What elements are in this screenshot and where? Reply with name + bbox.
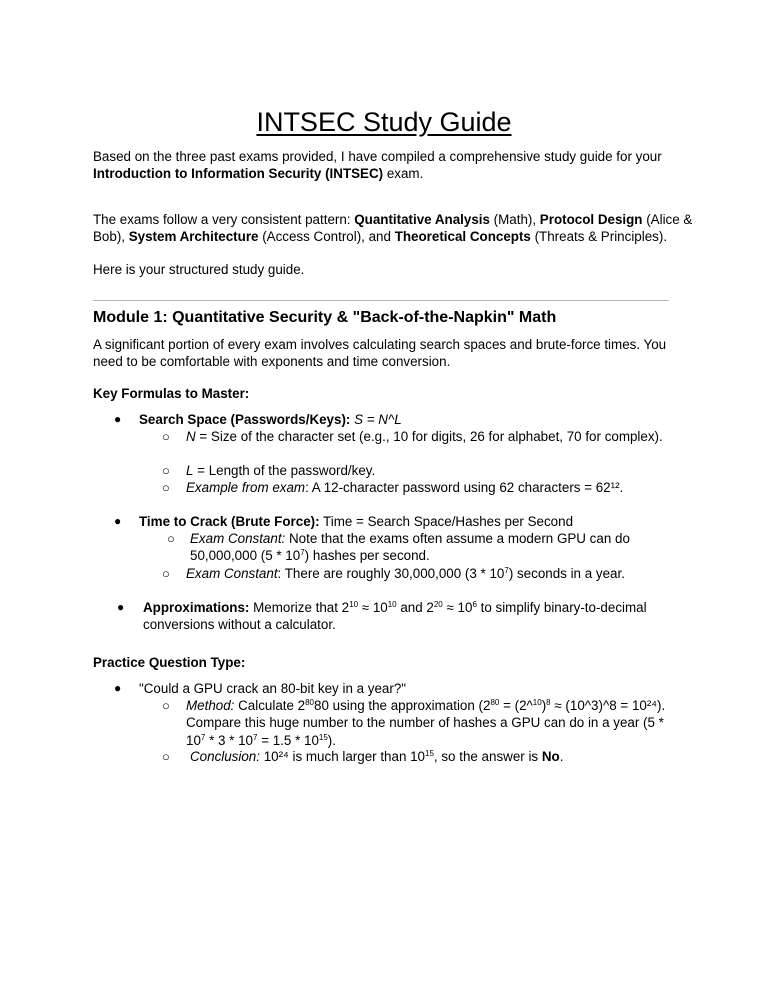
n-definition [186,428,666,445]
exponent: 15 [425,749,434,758]
text: ) [541,698,547,713]
search-space-item [139,411,679,428]
exponent: 6 [472,600,477,609]
exponent: 80 [490,698,500,707]
text: . [559,749,564,764]
practice-question: "Could a GPU crack an 80-bit key in a year?" [139,681,407,696]
italic-label: Example from exam [186,480,306,495]
l-definition [186,462,666,479]
answer: No [541,749,560,764]
text: (Access Control), and [258,229,395,245]
search-space-example [186,479,676,496]
text: = Size of the character set (e.g., 10 for digits, 26 for alphabet, 70 for complex). [195,429,663,444]
text: The exams follow a very consistent pattern: [93,212,355,227]
key-formulas-heading: Key Formulas to Master: [93,386,250,401]
exponent: 7 [253,732,258,742]
text: to simplify binary-to-decimal conversions without a calculator. [143,600,647,633]
text: = (2^ [499,698,533,713]
circle-bullet-icon: ○ [162,749,170,764]
text: ≈ (10^3)^8 = 10²⁴). Compare this huge number to the number of hashes a GPU can do in a year (5 * 10 [186,698,666,748]
horizontal-rule [93,300,669,301]
text: : There are roughly 30,000,000 (3 * 10 [277,566,505,581]
text: Memorize that 2 [249,600,350,615]
text: Based on the three past exams provided, I have compiled a comprehensive study guide for your [93,149,662,164]
bold-term: Protocol Design [539,212,643,227]
circle-bullet-icon: ○ [162,480,170,495]
text: , so the answer is [433,749,542,764]
italic-label: Exam Constant: [190,531,286,546]
text: Calculate 2 [234,698,306,713]
bold-term: System Architecture [128,229,259,245]
bold-label: Search Space (Passwords/Keys): [139,412,351,427]
italic-label: Method: [186,698,235,713]
bullet-icon: ● [114,514,122,528]
bold-label: Approximations: [143,600,250,615]
text: ). [327,732,336,748]
text: 80 using the approximation (2 [314,698,491,713]
module-1-intro: A significant portion of every exam involves calculating search spaces and brute-force times. You need to be comfortable with exponents and time conversion. [93,337,667,370]
exponent: 10 [532,698,542,707]
text: ) seconds in a year. [508,566,625,581]
circle-bullet-icon: ○ [162,429,170,444]
bullet-icon: ● [114,412,122,426]
formula: S = N^L [354,412,402,427]
text: ≈ 10 [358,600,388,615]
page-title: INTSEC Study Guide [256,107,512,137]
intro-paragraph-2 [93,211,693,246]
approximations-item [143,599,683,634]
bold-label: Time to Crack (Brute Force): [139,514,320,529]
text: (Math), [489,212,540,227]
practice-method [186,697,678,749]
text: = 1.5 * 10 [257,732,319,748]
text: Note that the exams often assume a modern GPU can do 50,000,000 (5 * 10 [190,531,630,564]
practice-conclusion [190,748,670,765]
text: : A 12-character password using 62 characters = 62¹². [305,480,624,495]
text: (Alice & Bob), [93,212,693,245]
text: and 2 [396,600,434,615]
exponent: 7 [300,548,305,558]
italic-label: Conclusion: [190,749,260,764]
time-to-crack-item [139,513,679,530]
exponent: 7 [200,732,206,742]
text: = Length of the password/key. [193,463,376,478]
exponent: 15 [318,732,328,742]
exponent: 10 [387,600,397,609]
circle-bullet-icon: ○ [162,698,170,713]
text: ≈ 10 [442,600,473,615]
bullet-icon: ● [114,681,122,695]
bold-term: Theoretical Concepts [394,229,531,245]
exponent: 80 [305,698,315,707]
module-1-heading: Module 1: Quantitative Security & "Back-of-the-Napkin" Math [93,309,557,326]
seconds-per-year-constant [186,565,676,582]
circle-bullet-icon: ○ [167,531,175,546]
text: 10²⁴ is much larger than 10 [259,749,426,764]
circle-bullet-icon: ○ [162,463,170,478]
circle-bullet-icon: ○ [162,566,170,581]
bullet-icon: ● [117,600,125,614]
gpu-rate-constant [190,530,668,565]
text: Time = Search Space/Hashes per Second [319,514,574,529]
exponent: 8 [546,698,551,707]
text: exam. [383,166,424,182]
intro-paragraph-1 [93,148,693,183]
exponent: 20 [433,600,443,609]
bold-term: Quantitative Analysis [354,212,490,227]
variable: L [186,463,194,478]
exponent: 10 [349,600,359,609]
practice-question-heading: Practice Question Type: [93,655,246,670]
text: ) hashes per second. [304,548,430,564]
intro-paragraph-3: Here is your structured study guide. [93,262,305,277]
text: * 3 * 10 [205,732,254,748]
italic-label: Exam Constant [186,566,278,581]
course-name: Introduction to Information Security (INTSEC) [93,166,384,182]
exponent: 7 [504,566,509,575]
text: (Threats & Principles). [530,229,668,245]
variable: N [186,429,196,444]
